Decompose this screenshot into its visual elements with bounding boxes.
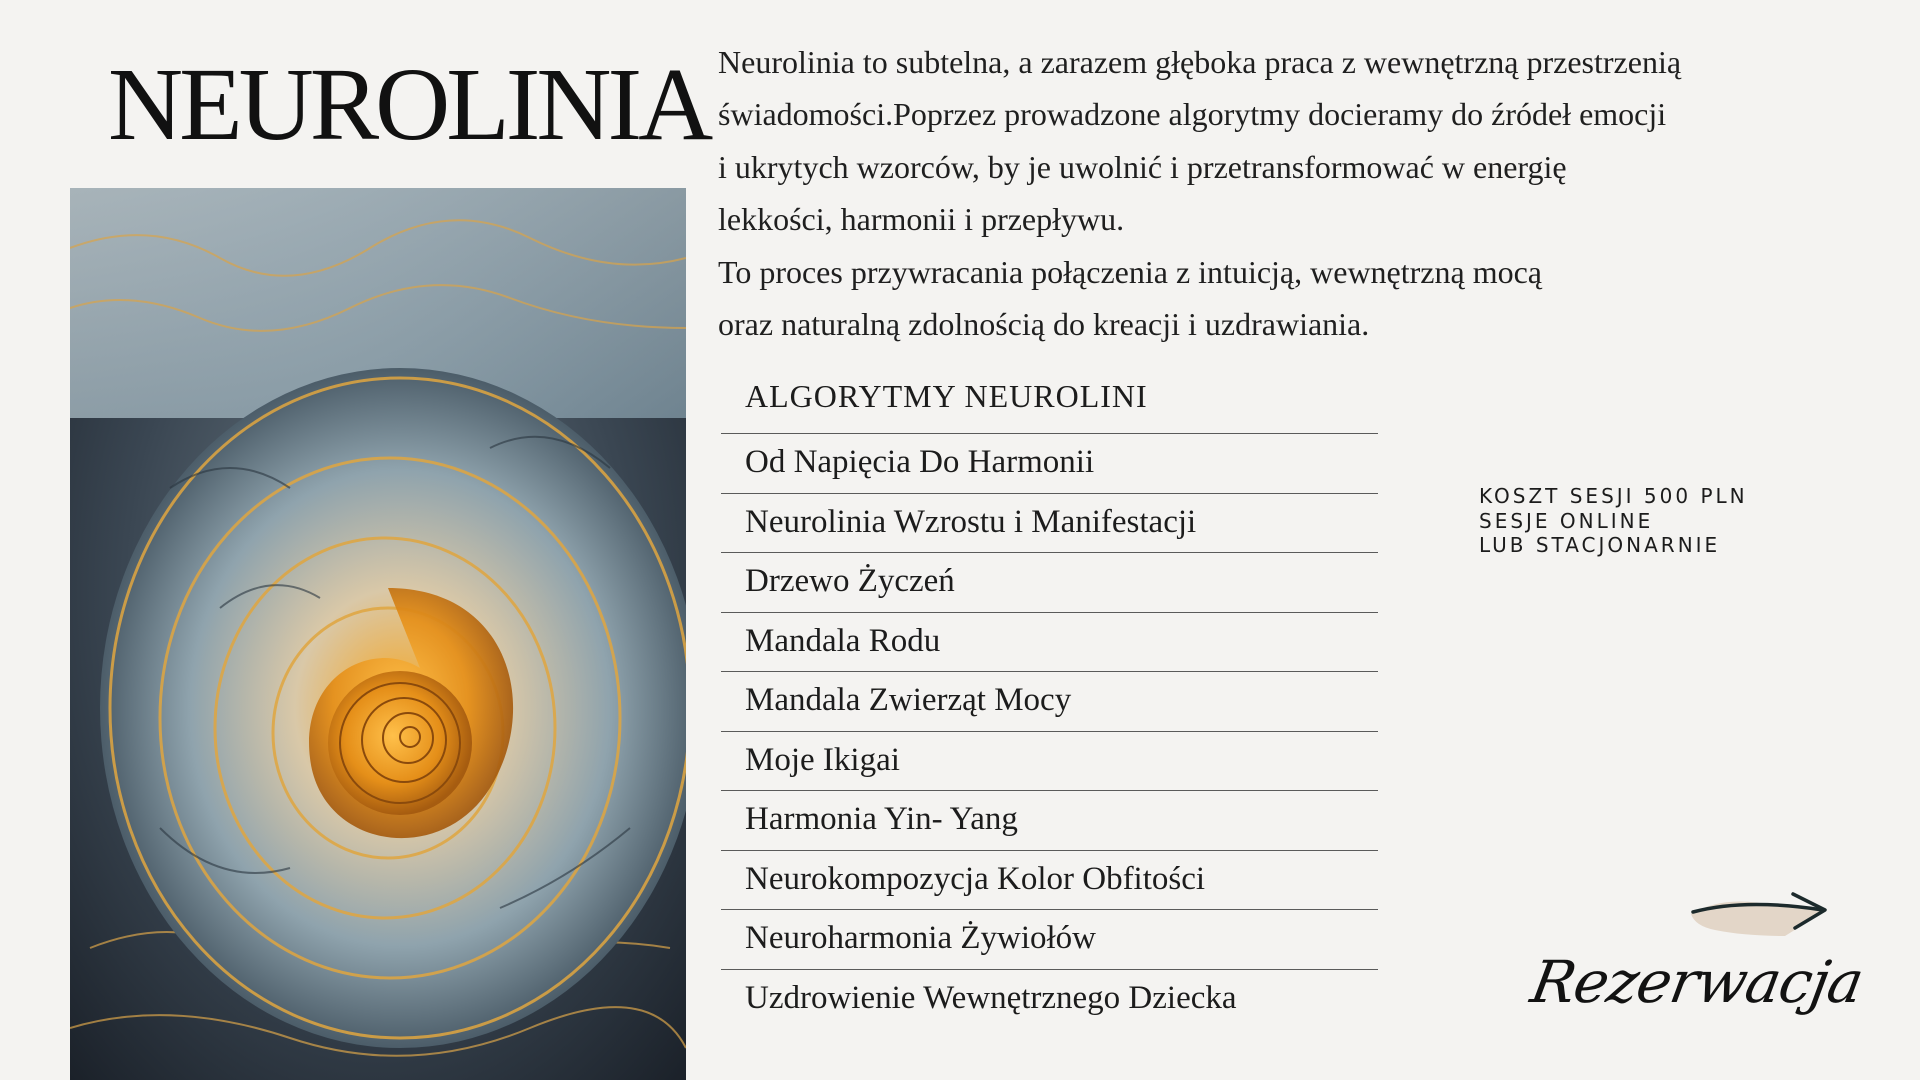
algorithm-item[interactable]: Drzewo Życzeń (721, 552, 1378, 612)
intro-line: Neurolinia to subtelna, a zarazem głęboka praca z wewnętrzną przestrzenią (718, 44, 1682, 80)
intro-line: lekkości, harmonii i przepływu. (718, 201, 1125, 238)
algorithm-item[interactable]: Harmonia Yin- Yang (721, 790, 1378, 850)
session-mode: SESJE ONLINE (1479, 508, 1654, 533)
algorithm-item[interactable]: Neurokompozycja Kolor Obfitości (721, 850, 1378, 910)
session-price: KOSZT SESJI 500 PLN (1479, 484, 1748, 508)
algorithms-heading: ALGORYTMY NEUROLINI (745, 378, 1148, 414)
intro-line: oraz naturalną zdolnością do kreacji i uzdrawiania. (718, 306, 1370, 343)
algorithm-item[interactable]: Neuroharmonia Żywiołów (721, 909, 1378, 969)
intro-text (718, 36, 1868, 350)
intro-line: To proces przywracania połączenia z intuicją, wewnętrzną mocą (718, 253, 1542, 290)
spiral-fossil-image (70, 188, 686, 1080)
intro-line: świadomości.Poprzez prowadzone algorytmy docieramy do źródeł emocji (718, 96, 1667, 133)
algorithm-item[interactable]: Uzdrowienie Wewnętrznego Dziecka (721, 969, 1378, 1029)
algorithms-list (721, 433, 1378, 1028)
session-info (1479, 484, 1748, 558)
intro-line: i ukrytych wzorców, by je uwolnić i przetransformować w energię (718, 148, 1567, 185)
page-title: NEUROLINIA (108, 47, 710, 162)
session-mode-alt: LUB STACJONARNIE (1479, 533, 1721, 557)
reservation-link[interactable]: Rezerwacja (1526, 948, 1868, 1016)
arrow-right-icon[interactable] (1685, 884, 1835, 944)
algorithm-item[interactable]: Moje Ikigai (721, 731, 1378, 791)
algorithm-item[interactable]: Mandala Rodu (721, 612, 1378, 672)
algorithm-item[interactable]: Od Napięcia Do Harmonii (721, 433, 1378, 493)
algorithm-item[interactable]: Neurolinia Wzrostu i Manifestacji (721, 493, 1378, 553)
algorithm-item[interactable]: Mandala Zwierząt Mocy (721, 671, 1378, 731)
